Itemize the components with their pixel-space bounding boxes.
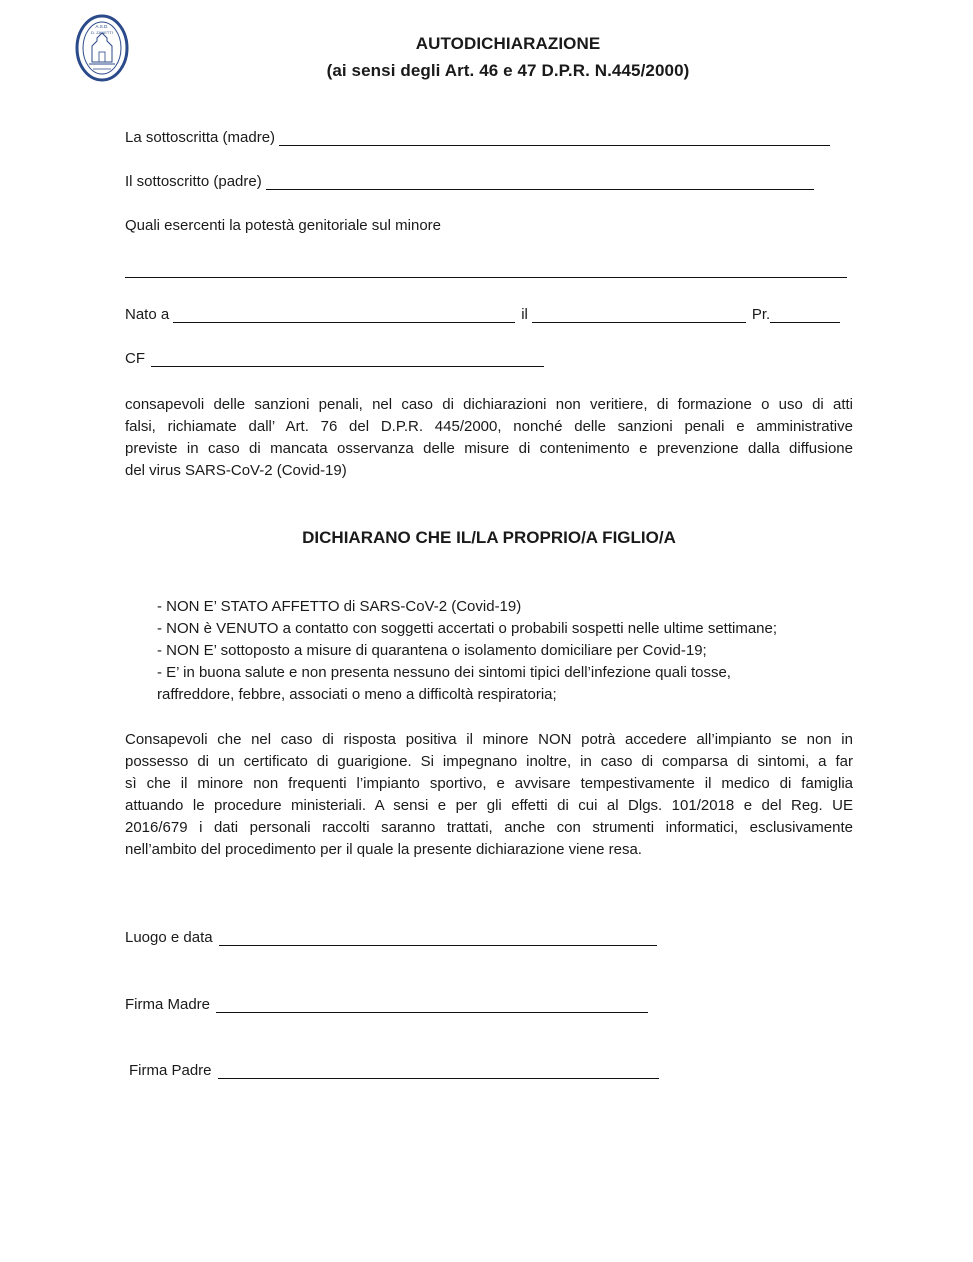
madre-field <box>125 129 830 146</box>
paragraph-line: falsi, richiamate dall’ Art. 76 del D.P.R. 445/2000, nonché delle sanzioni penali e amministrative <box>125 418 853 435</box>
padre-field <box>125 173 814 190</box>
padre-input-line[interactable] <box>266 174 814 190</box>
cf-label: CF <box>125 350 145 367</box>
firma-padre-label: Firma Padre <box>129 1062 212 1079</box>
minore-input-line[interactable] <box>125 277 847 278</box>
luogo-data-input-line[interactable] <box>219 930 657 946</box>
list-item: - NON è VENUTO a contatto con soggetti accertati o probabili sospetti nelle ultime settimane; <box>157 620 778 637</box>
list-item: - NON E’ sottoposto a misure di quarantena o isolamento domiciliare per Covid-19; <box>157 642 707 659</box>
madre-label: La sottoscritta (madre) <box>125 129 276 146</box>
cf-input-line[interactable] <box>151 351 544 367</box>
paragraph-line: del virus SARS-CoV-2 (Covid-19) <box>125 462 347 479</box>
document-title: AUTODICHIARAZIONE <box>415 34 601 53</box>
paragraph-line: attuando le procedure ministeriali. A sensi e per gli effetti di cui al Dlgs. 101/2018 e del Reg. UE <box>125 797 853 814</box>
luogo-data-field <box>125 929 657 946</box>
document-subtitle: (ai sensi degli Art. 46 e 47 D.P.R. N.445/2000) <box>326 61 690 80</box>
madre-input-line[interactable] <box>279 130 830 146</box>
nato-input-line[interactable] <box>173 307 515 323</box>
declaration-list <box>157 596 777 706</box>
firma-madre-field <box>125 996 648 1013</box>
consapevoli-paragraph <box>125 394 853 482</box>
svg-text:A.S.D.: A.S.D. <box>95 24 109 29</box>
padre-label: Il sottoscritto (padre) <box>125 173 262 190</box>
list-item: - E’ in buona salute e non presenta nessuno dei sintomi tipici dell’infezione quali tosse, <box>157 664 731 681</box>
list-item: - NON E’ STATO AFFETTO di SARS-CoV-2 (Covid-19) <box>157 598 522 615</box>
nato-label: Nato a <box>125 306 170 323</box>
potesta-label: Quali esercenti la potestà genitoriale sul minore <box>125 217 442 234</box>
firma-madre-label: Firma Madre <box>125 996 211 1013</box>
paragraph-line: sì che il minore non frequenti l’impianto sportivo, e avvisare tempestivamente il medico di famiglia <box>125 775 853 792</box>
declaration-heading: DICHIARANO CHE IL/LA PROPRIO/A FIGLIO/A <box>302 528 676 547</box>
svg-text:D. ZANETTI: D. ZANETTI <box>91 30 113 35</box>
paragraph-line: nell’ambito del procedimento per il quale la presente dichiarazione viene resa. <box>125 841 642 858</box>
date-input-line[interactable] <box>532 307 746 323</box>
potesta-field <box>125 217 441 234</box>
paragraph-line: Consapevoli che nel caso di risposta positiva il minore NON potrà accedere all’impianto se non in <box>125 731 853 748</box>
paragraph-line: consapevoli delle sanzioni penali, nel caso di dichiarazioni non veritiere, di formazione o uso di atti <box>125 396 853 413</box>
closing-paragraph <box>125 729 853 861</box>
il-label: il <box>521 306 528 323</box>
luogo-data-label: Luogo e data <box>125 929 213 946</box>
firma-padre-field <box>129 1062 659 1079</box>
paragraph-line: possesso di un certificato di guarigione. Si impegnano inoltre, in caso di comparsa di sintomi, a far <box>125 753 853 770</box>
pr-label: Pr. <box>751 306 771 323</box>
list-item: raffreddore, febbre, associati o meno a difficoltà respiratoria; <box>157 686 557 703</box>
pr-input-line[interactable] <box>770 307 840 323</box>
nato-field <box>125 306 840 323</box>
firma-madre-input-line[interactable] <box>216 997 648 1013</box>
cf-field <box>125 350 544 367</box>
paragraph-line: 2016/679 i dati personali raccolti saranno trattati, anche con strumenti informatici, esclusivamente <box>125 819 853 836</box>
firma-padre-input-line[interactable] <box>218 1063 659 1079</box>
paragraph-line: previste in caso di mancata osservanza delle misure di contenimento e prevenzione dalla diffusione <box>125 440 853 457</box>
